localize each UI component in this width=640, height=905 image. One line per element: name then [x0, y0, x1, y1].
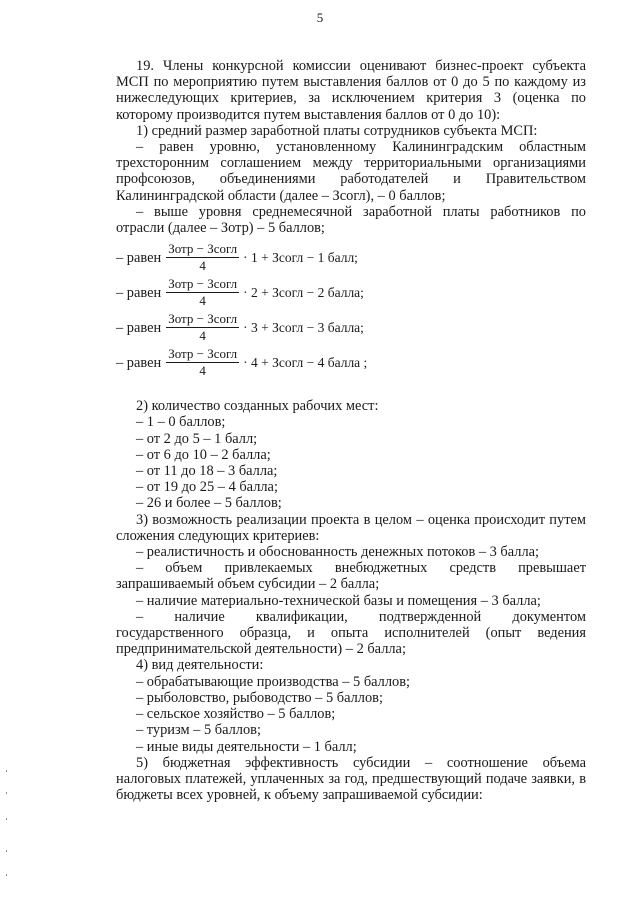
paragraph-19: 19. Члены конкурсной комиссии оценивают бизнес-проект субъекта МСП по мероприятию путем выставления баллов от 0 до 5 по каждому из нижеследующих критериев, за исключением критерия 3 (оценка по которому производится путем выставления баллов от 0 до 10):: [116, 58, 586, 123]
criterion-4-heading: 4) вид деятельности:: [136, 657, 264, 674]
criterion-2-heading: 2) количество созданных рабочих мест:: [136, 398, 379, 415]
fraction-numerator: Зотр − Зсогл: [168, 311, 238, 327]
formula-row: [116, 275, 586, 310]
criterion-4-item: – туризм – 5 баллов;: [136, 722, 261, 739]
formula-row: [116, 310, 586, 345]
criterion-4-item: – сельское хозяйство – 5 баллов;: [136, 706, 336, 723]
formula-fraction: [166, 312, 239, 343]
fraction-numerator: Зотр − Зсогл: [168, 241, 238, 257]
formula-row: [116, 240, 586, 275]
document-body: [116, 58, 586, 803]
formula-prefix: – равен: [116, 319, 162, 336]
fraction-numerator: Зотр − Зсогл: [168, 346, 238, 362]
formula-fraction: [166, 277, 239, 308]
fraction-denominator: 4: [199, 258, 206, 274]
fraction-numerator: Зотр − Зсогл: [168, 276, 238, 292]
formula-list: [116, 240, 586, 380]
formula-tail: · 4 + Зсогл − 4 балла ;: [243, 354, 368, 370]
formula-fraction: [166, 242, 239, 273]
formula-prefix: – равен: [116, 249, 162, 266]
criterion-5-heading: 5) бюджетная эффективность субсидии – соотношение объема налоговых платежей, уплаченных за год, предшествующий подаче заявки, в бюджеты всех уровней, к объему запрашиваемой субсидии:: [116, 754, 586, 804]
criterion-2-list: [116, 414, 586, 511]
criterion-4-list: [116, 674, 586, 755]
criterion-2-item: – 1 – 0 баллов;: [136, 414, 226, 431]
criterion-3-heading: 3) возможность реализации проекта в целом – оценка происходит путем сложения следующих критериев:: [116, 511, 586, 544]
criterion-3-list: [116, 544, 586, 657]
fraction-denominator: 4: [199, 328, 206, 344]
criterion-3-item: – наличие квалификации, подтвержденной документом государственного образца, и опыта исполнителей (опыт ведения предпринимательской деятельности) – 2 балла;: [116, 608, 586, 658]
formula-tail: · 3 + Зсогл − 3 балла;: [243, 319, 364, 335]
criterion-2-item: – 26 и более – 5 баллов;: [136, 495, 282, 512]
criterion-1-heading: 1) средний размер заработной платы сотрудников субъекта МСП:: [136, 122, 538, 139]
criterion-3-item: – наличие материально-технической базы и помещения – 3 балла;: [136, 592, 541, 609]
page-number: 5: [316, 10, 324, 25]
criterion-1-item: – выше уровня среднемесячной заработной платы работников по отрасли (далее – Зотр) – 5 баллов;: [116, 203, 586, 237]
criterion-2-item: – от 19 до 25 – 4 балла;: [136, 479, 278, 496]
criterion-3-item: – реалистичность и обоснованность денежных потоков – 3 балла;: [136, 544, 540, 561]
criterion-4-item: – рыболовство, рыбоводство – 5 баллов;: [136, 689, 383, 706]
scan-margin-marks: [6, 770, 8, 880]
criterion-2-item: – от 6 до 10 – 2 балла;: [136, 446, 271, 463]
formula-tail: · 1 + Зсогл − 1 балл;: [243, 249, 358, 265]
criterion-4-item: – обрабатывающие производства – 5 баллов;: [136, 673, 411, 690]
formula-tail: · 2 + Зсогл − 2 балла;: [243, 284, 364, 300]
fraction-denominator: 4: [199, 293, 206, 309]
criterion-3-item: – объем привлекаемых внебюджетных средств превышает запрашиваемый объем субсидии – 2 балла;: [116, 560, 586, 593]
formula-prefix: – равен: [116, 354, 162, 371]
criterion-2-item: – от 11 до 18 – 3 балла;: [136, 463, 278, 480]
fraction-denominator: 4: [199, 363, 206, 379]
criterion-4-item: – иные виды деятельности – 1 балл;: [136, 738, 357, 755]
formula-fraction: [166, 347, 239, 378]
criterion-2-item: – от 2 до 5 – 1 балл;: [136, 430, 258, 447]
formula-prefix: – равен: [116, 284, 162, 301]
criterion-1-item: – равен уровню, установленному Калининградским областным трехсторонним соглашением между территориальными организациями профсоюзов, объединениями работодателей и Правительством Калининградской области (далее – Зсогл), – 0 баллов;: [116, 139, 586, 204]
formula-row: [116, 345, 586, 380]
